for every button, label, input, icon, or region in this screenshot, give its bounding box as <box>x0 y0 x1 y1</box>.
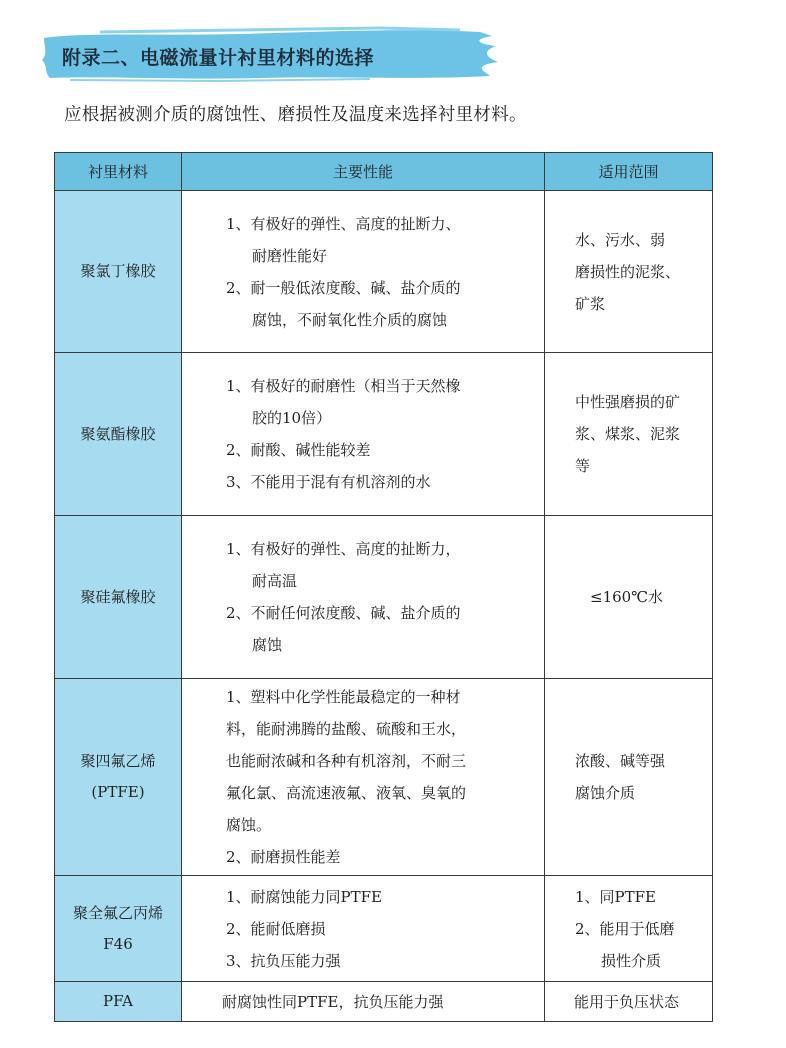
performance-line: 也能耐浓碱和各种有机溶剂，不耐三 <box>226 752 467 770</box>
table-row <box>55 876 713 982</box>
range-cell <box>545 191 713 353</box>
range-line: 水、污水、弱 <box>575 230 666 249</box>
performance-cell <box>182 516 545 679</box>
range-line: ≤160℃水 <box>590 588 663 606</box>
performance-line: 腐蚀。 <box>226 816 272 834</box>
intro-text: 应根据被测介质的腐蚀性、磨损性及温度来选择衬里材料。 <box>64 105 527 125</box>
header-range: 适用范围 <box>545 153 713 191</box>
performance-line: 腐蚀，不耐氧化性介质的腐蚀 <box>252 310 448 329</box>
performance-cell <box>182 982 545 1022</box>
range-line: 浓酸、碱等强 <box>575 752 666 770</box>
performance-line: 1、塑料中化学性能最稳定的一种材 <box>226 688 461 706</box>
table-row <box>55 353 713 516</box>
heading-banner <box>40 26 500 84</box>
material-name: 聚四氟乙烯 <box>80 752 156 770</box>
range-line: 中性强磨损的矿 <box>575 393 681 411</box>
page-title: 附录二、电磁流量计衬里材料的选择 <box>62 47 375 69</box>
range-line: 能用于负压状态 <box>573 992 679 1011</box>
range-line: 浆、煤浆、泥浆 <box>575 425 681 443</box>
material-cell <box>55 679 182 876</box>
material-cell <box>55 982 182 1022</box>
table-row <box>55 679 713 876</box>
material-name: PFA <box>102 992 134 1010</box>
performance-cell <box>182 353 545 516</box>
header-material: 衬里材料 <box>55 153 182 191</box>
material-name: 聚硅氟橡胶 <box>80 587 156 606</box>
performance-cell <box>182 191 545 353</box>
material-cell <box>55 191 182 353</box>
range-cell <box>545 679 713 876</box>
performance-line: 2、能耐低磨损 <box>226 919 326 938</box>
performance-line: 1、有极好的弹性、高度的扯断力， <box>226 540 461 558</box>
table-header-row <box>55 153 713 191</box>
performance-line: 2、不耐任何浓度酸、碱、盐介质的 <box>226 604 461 622</box>
header-performance: 主要性能 <box>182 153 545 191</box>
range-line: 腐蚀介质 <box>575 784 636 802</box>
range-cell <box>545 876 713 982</box>
material-name: 聚氨酯橡胶 <box>80 424 156 443</box>
performance-cell <box>182 876 545 982</box>
range-line: 等 <box>575 457 591 475</box>
performance-line: 料，能耐沸腾的盐酸、硫酸和王水， <box>226 720 467 738</box>
material-name: (PTFE) <box>91 783 145 801</box>
material-cell <box>55 516 182 679</box>
range-cell <box>545 982 713 1022</box>
material-cell <box>55 876 182 982</box>
performance-line: 3、不能用于混有有机溶剂的水 <box>226 473 431 491</box>
performance-line: 2、耐磨损性能差 <box>226 848 341 866</box>
range-line: 2、能用于低磨 <box>575 919 675 938</box>
range-line: 损性介质 <box>601 951 662 970</box>
performance-line: 2、耐酸、碱性能较差 <box>226 441 371 459</box>
performance-line: 胶的10倍） <box>252 409 332 427</box>
material-cell <box>55 353 182 516</box>
material-name: F46 <box>103 934 133 953</box>
performance-line: 1、耐腐蚀能力同PTFE <box>226 887 382 906</box>
performance-line: 2、耐一般低浓度酸、碱、盐介质的 <box>226 278 461 297</box>
table-row <box>55 982 713 1022</box>
performance-line: 1、有极好的耐磨性（相当于天然橡 <box>226 377 461 395</box>
performance-line: 耐腐蚀性同PTFE，抗负压能力强 <box>222 992 444 1011</box>
performance-line: 3、抗负压能力强 <box>226 951 341 970</box>
range-cell <box>545 516 713 679</box>
table-row <box>55 516 713 679</box>
performance-line: 耐磨性能好 <box>252 246 328 265</box>
performance-line: 氟化氯、高流速液氟、液氧、臭氧的 <box>226 784 467 802</box>
lining-material-table <box>54 152 713 1022</box>
performance-line: 腐蚀 <box>252 636 283 654</box>
material-name: 聚全氟乙丙烯 <box>72 903 163 922</box>
range-cell <box>545 353 713 516</box>
range-line: 磨损性的泥浆、 <box>575 262 681 281</box>
range-line: 1、同PTFE <box>575 887 656 906</box>
performance-cell <box>182 679 545 876</box>
range-line: 矿浆 <box>575 294 606 313</box>
table-row <box>55 191 713 353</box>
material-name: 聚氯丁橡胶 <box>80 262 156 280</box>
performance-line: 1、有极好的弹性、高度的扯断力、 <box>226 214 461 233</box>
performance-line: 耐高温 <box>252 572 298 590</box>
